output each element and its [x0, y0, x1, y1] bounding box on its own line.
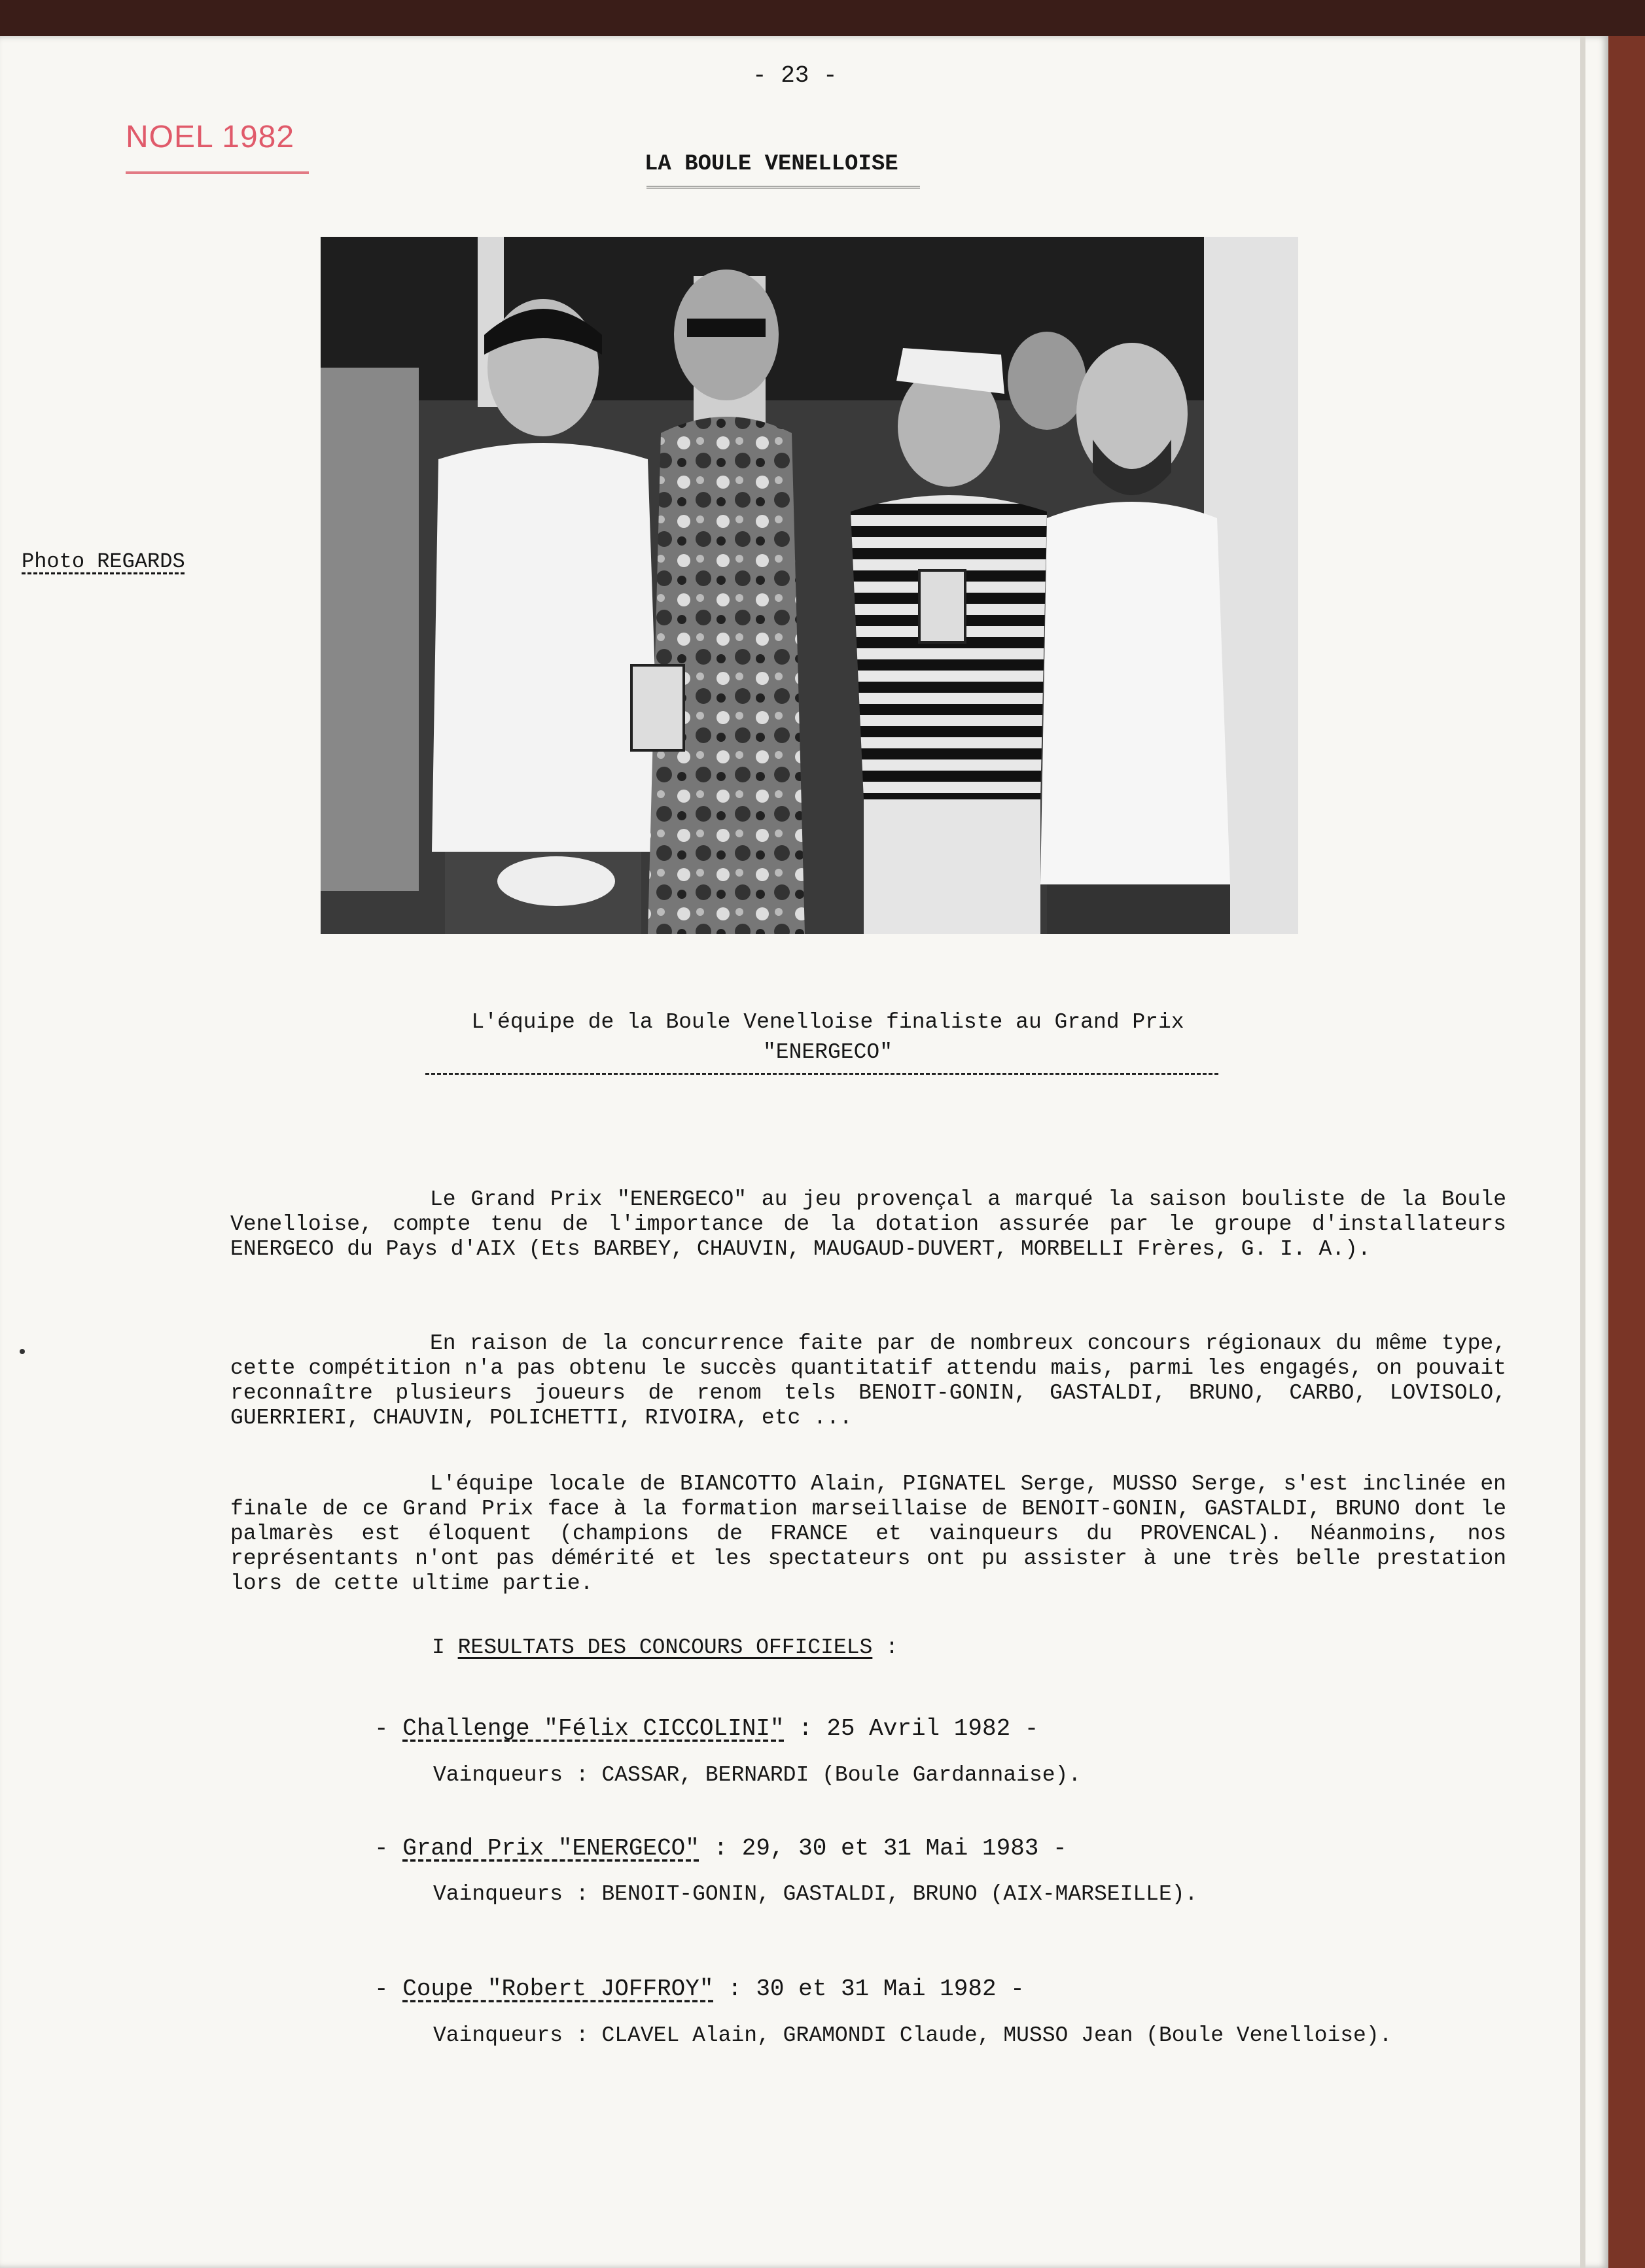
- page-number: - 23 -: [752, 62, 838, 89]
- results-prefix: I: [432, 1635, 445, 1660]
- caption-underline: [425, 1073, 1218, 1075]
- competition-name: Challenge "Félix CICCOLINI": [402, 1715, 785, 1742]
- results-title: RESULTATS DES CONCOURS OFFICIELS: [457, 1635, 873, 1660]
- results-heading: [432, 1635, 898, 1660]
- competition-winners: Vainqueurs : CASSAR, BERNARDI (Boule Gardannaise).: [433, 1763, 1082, 1787]
- competition-item: [374, 1835, 1067, 1862]
- paragraph-grand-prix: Le Grand Prix "ENERGECO" au jeu provençal a marqué la saison bouliste de la Boule Venelloise, compte tenu de l'importance de la dotation assurée par le groupe d'installateurs ENERGECO du Pays d'AIX (Ets BARBEY, CHAUVIN, MAUGAUD-DUVERT, MORBELLI Frères, G. I. A.).: [230, 1187, 1506, 1261]
- caption-line-1: L'équipe de la Boule Venelloise finaliste au Grand Prix: [471, 1010, 1184, 1034]
- stamp-underline: [126, 171, 309, 174]
- competition-winners: Vainqueurs : CLAVEL Alain, GRAMONDI Claude, MUSSO Jean (Boule Venelloise).: [433, 2023, 1392, 2048]
- competition-date: : 29, 30 et 31 Mai 1983 -: [713, 1835, 1067, 1862]
- competition-item: [374, 1715, 1038, 1742]
- competition-name: Grand Prix "ENERGECO": [402, 1835, 699, 1862]
- club-title: LA BOULE VENELLOISE: [645, 152, 898, 177]
- photo-caption: [386, 1007, 1269, 1068]
- competition-date: : 25 Avril 1982 -: [798, 1715, 1039, 1742]
- photo-credit: Photo REGARDS: [22, 550, 185, 574]
- date-stamp: NOEL 1982: [126, 120, 295, 154]
- scan-speck: [20, 1349, 25, 1354]
- competition-dash: -: [374, 1976, 403, 2002]
- results-suffix: :: [885, 1635, 898, 1660]
- competition-name: Coupe "Robert JOFFROY": [402, 1976, 714, 2002]
- caption-line-2: "ENERGECO": [762, 1040, 893, 1065]
- page-edge: [1580, 36, 1585, 2268]
- team-photo: [321, 237, 1298, 934]
- competition-date: : 30 et 31 Mai 1982 -: [728, 1976, 1025, 2002]
- competition-winners: Vainqueurs : BENOIT-GONIN, GASTALDI, BRUNO (AIX-MARSEILLE).: [433, 1882, 1198, 1906]
- paragraph-competition: En raison de la concurrence faite par de nombreux concours régionaux du même type, cette compétition n'a pas obtenu le succès quantitatif attendu mais, parmi les engagés, on pouvait reconnaître plusieurs joueurs de renom tels BENOIT-GONIN, GASTALDI, BRUNO, CARBO, LOVISOLO, GUERRIERI, CHAUVIN, POLICHETTI, RIVOIRA, etc ...: [230, 1331, 1506, 1430]
- title-underline: [646, 186, 920, 188]
- paragraph-final: L'équipe locale de BIANCOTTO Alain, PIGNATEL Serge, MUSSO Serge, s'est inclinée en finale de ce Grand Prix face à la formation marseillaise de BENOIT-GONIN, GASTALDI, BRUNO dont le palmarès est éloquent (champions de FRANCE et vainqueurs du PROVENCAL). Néanmoins, nos représentants n'ont pas démérité et les spectateurs ont pu assister à une très belle prestation lors de cette ultime partie.: [230, 1472, 1506, 1596]
- competition-dash: -: [374, 1835, 403, 1862]
- competition-item: [374, 1976, 1025, 2002]
- team-photo-illustration: [321, 237, 1298, 934]
- competition-dash: -: [374, 1715, 403, 1742]
